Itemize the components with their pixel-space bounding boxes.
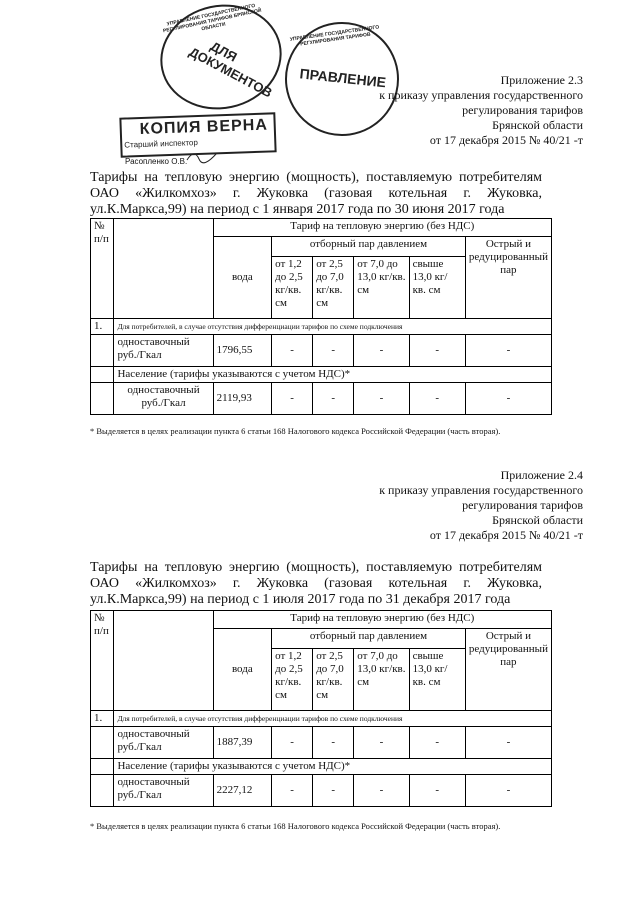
tariff-header: Тариф на тепловую энергию (без НДС): [213, 219, 551, 237]
table-row: одноставочный руб./Гкал 2119,93 - - - - -: [91, 383, 552, 415]
copy-stamp-name: Расопленко О.В.: [125, 157, 188, 166]
water-value: 1796,55: [213, 335, 272, 367]
appendix-block: Приложение 2.4 к приказу управления государственного регулирования тарифов Брянской области от 17 декабря 2015 № 40/21 -т: [379, 468, 583, 542]
round-seal-right-ring: УПРАВЛЕНИЕ ГОСУДАРСТВЕННОГО РЕГУЛИРОВАНИЯ ТАРИФОВ: [289, 24, 380, 48]
rate-label: одноставочный руб./Гкал: [114, 335, 213, 367]
sharp-steam-header: Острый и редуцированный пар: [465, 629, 551, 711]
water-value: 2119,93: [213, 383, 272, 415]
steam-header: отборный пар давлением: [272, 237, 466, 257]
table-row: одноставочный руб./Гкал 1796,55 - - - - -: [91, 335, 552, 367]
round-seal-left: [151, 0, 292, 121]
steam-col-3: от 7,0 до 13,0 кг/кв. см: [354, 257, 409, 319]
water-value: 2227,12: [213, 775, 272, 807]
footnote: * Выделяется в целях реализации пункта 6 статьи 168 Налогового кодекса Российской Федерации (часть вторая).: [90, 426, 501, 436]
rate-label: одноставочный руб./Гкал: [114, 775, 213, 807]
appendix-block: Приложение 2.3 к приказу управления государственного регулирования тарифов Брянской области от 17 декабря 2015 № 40/21 -т: [379, 73, 583, 147]
tariff-table: [90, 218, 552, 415]
steam-col-2: от 2,5 до 7,0 кг/кв. см: [313, 649, 354, 711]
col-empty-header: [114, 611, 213, 711]
tariff-title: Тарифы на тепловую энергию (мощность), поставляемую потребителям ОАО «Жилкомхоз» г. Жуковка (газовая котельная г. Жуковка, ул.К.Маркса,99) на период с 1 июля 2017 года по 31 декабря 2017 года: [90, 560, 542, 607]
steam-col-4: свыше 13,0 кг/ кв. см: [409, 649, 465, 711]
water-header: вода: [213, 629, 272, 711]
tariff-header: Тариф на тепловую энергию (без НДС): [213, 611, 551, 629]
group-label: Для потребителей, в случае отсутствия дифференциации тарифов по схеме подключения: [114, 711, 552, 727]
round-seal-right-text: ПРАВЛЕНИЕ: [298, 65, 387, 91]
steam-header: отборный пар давлением: [272, 629, 466, 649]
col-empty-header: [114, 219, 213, 319]
copy-stamp-role: Старший инспектор: [124, 138, 198, 150]
population-label: Население (тарифы указываются с учетом НДС)*: [114, 759, 552, 775]
sharp-steam-header: Острый и редуцированный пар: [465, 237, 551, 319]
water-value: 1887,39: [213, 727, 272, 759]
copy-stamp-title: КОПИЯ ВЕРНА: [139, 116, 269, 139]
round-seal-left-text: ДЛЯ ДОКУМЕНТОВ: [186, 38, 275, 101]
signature: [186, 150, 218, 164]
steam-col-4: свыше 13,0 кг/ кв. см: [409, 257, 465, 319]
table-row: одноставочный руб./Гкал 2227,12 - - - - -: [91, 775, 552, 807]
population-label: Население (тарифы указываются с учетом НДС)*: [114, 367, 552, 383]
tariff-table: [90, 610, 552, 807]
rate-label: одноставочный руб./Гкал: [114, 383, 213, 415]
steam-col-1: от 1,2 до 2,5 кг/кв. см: [272, 257, 313, 319]
steam-col-2: от 2,5 до 7,0 кг/кв. см: [313, 257, 354, 319]
footnote: * Выделяется в целях реализации пункта 6 статьи 168 Налогового кодекса Российской Федерации (часть вторая).: [90, 821, 501, 831]
col-number-header: № п/п: [91, 611, 114, 711]
row-number: 1.: [91, 319, 114, 335]
steam-col-3: от 7,0 до 13,0 кг/кв. см: [354, 649, 409, 711]
table-row: одноставочный руб./Гкал 1887,39 - - - - -: [91, 727, 552, 759]
row-number: 1.: [91, 711, 114, 727]
rate-label: одноставочный руб./Гкал: [114, 727, 213, 759]
group-label: Для потребителей, в случае отсутствия дифференциации тарифов по схеме подключения: [114, 319, 552, 335]
col-number-header: № п/п: [91, 219, 114, 319]
water-header: вода: [213, 237, 272, 319]
round-seal-left-ring: УПРАВЛЕНИЕ ГОСУДАРСТВЕННОГО РЕГУЛИРОВАНИЯ ТАРИФОВ БРЯНСКОЙ ОБЛАСТИ: [162, 2, 263, 35]
tariff-title: Тарифы на тепловую энергию (мощность), поставляемую потребителям ОАО «Жилкомхоз» г. Жуковка (газовая котельная г. Жуковка, ул.К.Маркса,99) на период с 1 января 2017 года по 30 июня 2017 года: [90, 170, 542, 217]
steam-col-1: от 1,2 до 2,5 кг/кв. см: [272, 649, 313, 711]
